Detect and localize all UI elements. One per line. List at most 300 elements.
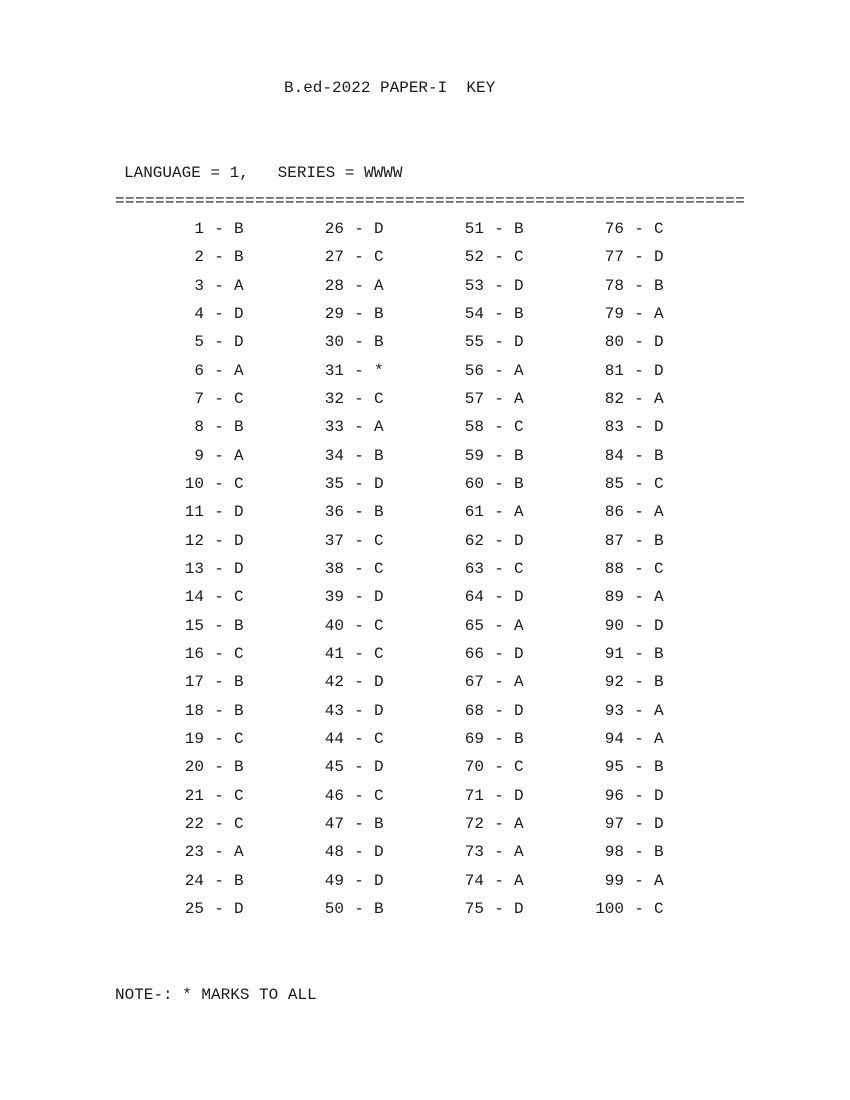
answer-separator: - [494, 588, 504, 607]
answer-entry [304, 276, 388, 296]
question-number: 53 [464, 276, 484, 295]
answer-option: D [654, 333, 664, 352]
answer-separator: - [354, 248, 364, 267]
answer-separator: - [494, 304, 504, 323]
answer-entry [444, 616, 528, 636]
answer-separator: - [214, 843, 224, 862]
answer-option: D [374, 474, 384, 493]
answer-separator: - [214, 871, 224, 890]
answer-separator: - [634, 304, 644, 323]
answer-entry [444, 389, 528, 409]
question-number: 39 [324, 588, 344, 607]
answer-entry [304, 417, 388, 437]
answer-entry [584, 842, 668, 862]
question-number: 94 [604, 729, 624, 748]
answer-separator: - [494, 531, 504, 550]
answer-entry [304, 729, 388, 749]
answer-separator: - [634, 248, 644, 267]
answer-option: B [374, 304, 384, 323]
answer-entry [164, 389, 248, 409]
answer-separator: - [214, 616, 224, 635]
question-number: 64 [464, 588, 484, 607]
question-number: 25 [184, 899, 204, 918]
question-number: 96 [604, 786, 624, 805]
answer-option: D [234, 304, 244, 323]
answer-option: B [234, 248, 244, 267]
question-number: 30 [324, 333, 344, 352]
answer-option: B [374, 446, 384, 465]
question-number: 14 [184, 588, 204, 607]
answer-option: C [374, 729, 384, 748]
answer-separator: - [494, 616, 504, 635]
question-number: 3 [194, 276, 204, 295]
answer-separator: - [634, 729, 644, 748]
answer-option: D [374, 220, 384, 238]
answer-separator: - [354, 588, 364, 607]
answer-option: D [234, 503, 244, 522]
answer-option: D [234, 531, 244, 550]
answer-entry [444, 502, 528, 522]
answer-option: D [514, 701, 524, 720]
question-number: 52 [464, 248, 484, 267]
question-number: 60 [464, 474, 484, 493]
answer-separator: - [634, 389, 644, 408]
answer-option: A [234, 446, 244, 465]
answer-entry [444, 417, 528, 437]
question-number: 41 [324, 644, 344, 663]
answer-option: B [514, 304, 524, 323]
answer-entry [584, 417, 668, 437]
question-number: 59 [464, 446, 484, 465]
answer-row [0, 814, 850, 842]
answer-separator: - [214, 559, 224, 578]
answer-separator: - [634, 503, 644, 522]
answer-option: B [234, 758, 244, 777]
answer-option: B [234, 673, 244, 692]
question-number: 69 [464, 729, 484, 748]
answer-entry [304, 644, 388, 664]
question-number: 73 [464, 843, 484, 862]
question-number: 99 [604, 871, 624, 890]
answer-entry [444, 219, 528, 239]
answer-row [0, 219, 850, 247]
answer-key-grid [0, 219, 850, 927]
answer-option: C [234, 814, 244, 833]
answer-entry [584, 616, 668, 636]
answer-entry [584, 474, 668, 494]
answer-row [0, 502, 850, 530]
question-number: 67 [464, 673, 484, 692]
answer-option: D [374, 758, 384, 777]
answer-option: D [374, 701, 384, 720]
answer-entry [584, 389, 668, 409]
answer-separator: - [214, 899, 224, 918]
answer-option: D [514, 531, 524, 550]
answer-option: B [374, 333, 384, 352]
question-number: 95 [604, 758, 624, 777]
answer-entry [584, 672, 668, 692]
answer-row [0, 276, 850, 304]
answer-option: A [234, 843, 244, 862]
answer-row [0, 644, 850, 672]
answer-option: C [654, 899, 664, 918]
answer-entry [164, 446, 248, 466]
answer-option: * [374, 361, 384, 380]
answer-separator: - [354, 361, 364, 380]
question-number: 36 [324, 503, 344, 522]
answer-entry [164, 304, 248, 324]
answer-option: B [654, 531, 664, 550]
question-number: 79 [604, 304, 624, 323]
answer-separator: - [494, 729, 504, 748]
answer-row [0, 247, 850, 275]
answer-separator: - [214, 446, 224, 465]
question-number: 68 [464, 701, 484, 720]
answer-separator: - [494, 673, 504, 692]
question-number: 92 [604, 673, 624, 692]
answer-entry [584, 587, 668, 607]
answer-entry [444, 701, 528, 721]
answer-option: C [374, 786, 384, 805]
answer-entry [444, 899, 528, 919]
answer-separator: - [214, 673, 224, 692]
answer-row [0, 389, 850, 417]
answer-separator: - [214, 729, 224, 748]
answer-option: D [514, 588, 524, 607]
answer-entry [304, 587, 388, 607]
answer-option: B [514, 729, 524, 748]
answer-entry [584, 247, 668, 267]
question-number: 8 [194, 418, 204, 437]
answer-separator: - [354, 729, 364, 748]
answer-separator: - [354, 276, 364, 295]
answer-separator: - [214, 389, 224, 408]
question-number: 97 [604, 814, 624, 833]
answer-separator: - [494, 389, 504, 408]
answer-entry [444, 757, 528, 777]
answer-separator: - [634, 701, 644, 720]
answer-entry [444, 672, 528, 692]
answer-entry [444, 587, 528, 607]
answer-option: A [234, 276, 244, 295]
answer-separator: - [354, 673, 364, 692]
answer-separator: - [214, 474, 224, 493]
answer-option: B [514, 220, 524, 238]
answer-option: D [654, 786, 664, 805]
answer-entry [444, 531, 528, 551]
answer-option: A [514, 503, 524, 522]
answer-option: C [234, 729, 244, 748]
answer-option: A [514, 814, 524, 833]
answer-option: A [514, 361, 524, 380]
answer-separator: - [494, 871, 504, 890]
answer-separator: - [634, 758, 644, 777]
answer-entry [584, 786, 668, 806]
question-number: 2 [194, 248, 204, 267]
answer-entry [164, 814, 248, 834]
question-number: 16 [184, 644, 204, 663]
answer-option: A [654, 701, 664, 720]
answer-row [0, 446, 850, 474]
answer-entry [304, 871, 388, 891]
question-number: 47 [324, 814, 344, 833]
question-number: 89 [604, 588, 624, 607]
question-number: 12 [184, 531, 204, 550]
answer-separator: - [214, 276, 224, 295]
question-number: 86 [604, 503, 624, 522]
question-number: 84 [604, 446, 624, 465]
question-number: 32 [324, 389, 344, 408]
answer-separator: - [214, 248, 224, 267]
answer-separator: - [354, 701, 364, 720]
answer-option: B [654, 644, 664, 663]
answer-entry [164, 644, 248, 664]
question-number: 9 [194, 446, 204, 465]
answer-entry [164, 332, 248, 352]
answer-option: C [654, 559, 664, 578]
answer-entry [584, 559, 668, 579]
answer-separator: - [634, 644, 644, 663]
answer-option: D [654, 814, 664, 833]
question-number: 33 [324, 418, 344, 437]
answer-separator: - [214, 588, 224, 607]
answer-entry [304, 332, 388, 352]
answer-separator: - [354, 843, 364, 862]
question-number: 76 [604, 220, 624, 238]
answer-row [0, 757, 850, 785]
answer-row [0, 587, 850, 615]
answer-option: D [234, 333, 244, 352]
answer-separator: - [494, 758, 504, 777]
answer-option: C [234, 474, 244, 493]
question-number: 35 [324, 474, 344, 493]
answer-option: C [234, 644, 244, 663]
question-number: 38 [324, 559, 344, 578]
question-number: 71 [464, 786, 484, 805]
answer-entry [304, 304, 388, 324]
answer-separator: - [354, 814, 364, 833]
answer-separator: - [634, 418, 644, 437]
answer-option: B [234, 616, 244, 635]
answer-option: A [234, 361, 244, 380]
question-number: 26 [324, 220, 344, 238]
answer-option: D [514, 644, 524, 663]
answer-option: C [234, 588, 244, 607]
answer-entry [164, 531, 248, 551]
answer-entry [164, 672, 248, 692]
answer-entry [304, 616, 388, 636]
answer-entry [444, 332, 528, 352]
answer-separator: - [634, 673, 644, 692]
answer-row [0, 729, 850, 757]
answer-separator: - [354, 304, 364, 323]
answer-entry [164, 786, 248, 806]
answer-option: B [514, 446, 524, 465]
answer-entry [304, 361, 388, 381]
answer-entry [164, 361, 248, 381]
question-number: 27 [324, 248, 344, 267]
answer-option: D [374, 843, 384, 862]
answer-separator: - [634, 531, 644, 550]
answer-entry [304, 786, 388, 806]
question-number: 21 [184, 786, 204, 805]
answer-entry [164, 219, 248, 239]
question-number: 93 [604, 701, 624, 720]
answer-option: D [374, 588, 384, 607]
answer-entry [304, 446, 388, 466]
answer-entry [164, 502, 248, 522]
answer-option: A [514, 389, 524, 408]
answer-separator: - [494, 701, 504, 720]
separator-rule: =============================================================== [115, 192, 746, 210]
answer-separator: - [634, 786, 644, 805]
answer-entry [164, 757, 248, 777]
answer-separator: - [214, 814, 224, 833]
answer-separator: - [354, 446, 364, 465]
answer-entry [304, 502, 388, 522]
answer-separator: - [354, 786, 364, 805]
question-number: 57 [464, 389, 484, 408]
answer-entry [304, 247, 388, 267]
answer-entry [304, 389, 388, 409]
answer-separator: - [214, 220, 224, 238]
answer-option: D [654, 418, 664, 437]
answer-option: B [234, 871, 244, 890]
answer-entry [584, 276, 668, 296]
answer-separator: - [494, 248, 504, 267]
question-number: 29 [324, 304, 344, 323]
answer-separator: - [354, 474, 364, 493]
answer-row [0, 531, 850, 559]
answer-entry [164, 587, 248, 607]
answer-option: A [514, 843, 524, 862]
question-number: 13 [184, 559, 204, 578]
question-number: 78 [604, 276, 624, 295]
answer-option: C [374, 531, 384, 550]
answer-entry [444, 729, 528, 749]
answer-entry [444, 814, 528, 834]
answer-entry [584, 701, 668, 721]
answer-entry [304, 219, 388, 239]
answer-option: D [654, 361, 664, 380]
answer-option: B [234, 220, 244, 238]
answer-separator: - [494, 446, 504, 465]
answer-entry [164, 616, 248, 636]
answer-option: D [514, 276, 524, 295]
answer-option: B [234, 418, 244, 437]
answer-separator: - [494, 333, 504, 352]
note-text: NOTE-: * MARKS TO ALL [115, 986, 317, 1004]
answer-separator: - [354, 418, 364, 437]
answer-row [0, 871, 850, 899]
answer-option: B [654, 276, 664, 295]
answer-separator: - [354, 871, 364, 890]
answer-separator: - [494, 644, 504, 663]
answer-separator: - [214, 503, 224, 522]
question-number: 70 [464, 758, 484, 777]
answer-separator: - [634, 559, 644, 578]
question-number: 6 [194, 361, 204, 380]
answer-option: C [374, 248, 384, 267]
answer-entry [584, 899, 668, 919]
question-number: 34 [324, 446, 344, 465]
question-number: 18 [184, 701, 204, 720]
question-number: 87 [604, 531, 624, 550]
answer-separator: - [494, 786, 504, 805]
answer-option: B [654, 446, 664, 465]
answer-option: A [514, 616, 524, 635]
answer-option: C [374, 389, 384, 408]
answer-option: D [234, 899, 244, 918]
question-number: 28 [324, 276, 344, 295]
answer-option: A [514, 673, 524, 692]
answer-separator: - [214, 361, 224, 380]
question-number: 49 [324, 871, 344, 890]
question-number: 50 [324, 899, 344, 918]
question-number: 82 [604, 389, 624, 408]
answer-entry [584, 446, 668, 466]
question-number: 46 [324, 786, 344, 805]
question-number: 75 [464, 899, 484, 918]
answer-entry [444, 361, 528, 381]
answer-entry [584, 502, 668, 522]
answer-entry [304, 842, 388, 862]
answer-entry [444, 644, 528, 664]
question-number: 42 [324, 673, 344, 692]
answer-separator: - [214, 644, 224, 663]
question-number: 40 [324, 616, 344, 635]
answer-option: A [654, 729, 664, 748]
answer-entry [164, 559, 248, 579]
answer-row [0, 559, 850, 587]
answer-option: C [514, 248, 524, 267]
question-number: 45 [324, 758, 344, 777]
answer-separator: - [634, 474, 644, 493]
answer-option: B [654, 673, 664, 692]
answer-row [0, 672, 850, 700]
question-number: 31 [324, 361, 344, 380]
question-number: 61 [464, 503, 484, 522]
answer-option: A [654, 304, 664, 323]
answer-separator: - [354, 899, 364, 918]
answer-row [0, 786, 850, 814]
answer-separator: - [494, 843, 504, 862]
answer-option: B [514, 474, 524, 493]
answer-entry [584, 219, 668, 239]
answer-separator: - [494, 559, 504, 578]
answer-separator: - [354, 531, 364, 550]
question-number: 1 [194, 220, 204, 238]
answer-entry [304, 474, 388, 494]
answer-option: C [374, 616, 384, 635]
answer-entry [444, 559, 528, 579]
answer-entry [444, 842, 528, 862]
answer-entry [304, 757, 388, 777]
question-number: 19 [184, 729, 204, 748]
answer-option: A [514, 871, 524, 890]
answer-separator: - [494, 814, 504, 833]
answer-entry [584, 814, 668, 834]
answer-separator: - [214, 418, 224, 437]
question-number: 77 [604, 248, 624, 267]
question-number: 20 [184, 758, 204, 777]
answer-separator: - [634, 871, 644, 890]
answer-separator: - [494, 474, 504, 493]
answer-option: C [514, 418, 524, 437]
question-number: 48 [324, 843, 344, 862]
answer-row [0, 417, 850, 445]
question-number: 17 [184, 673, 204, 692]
